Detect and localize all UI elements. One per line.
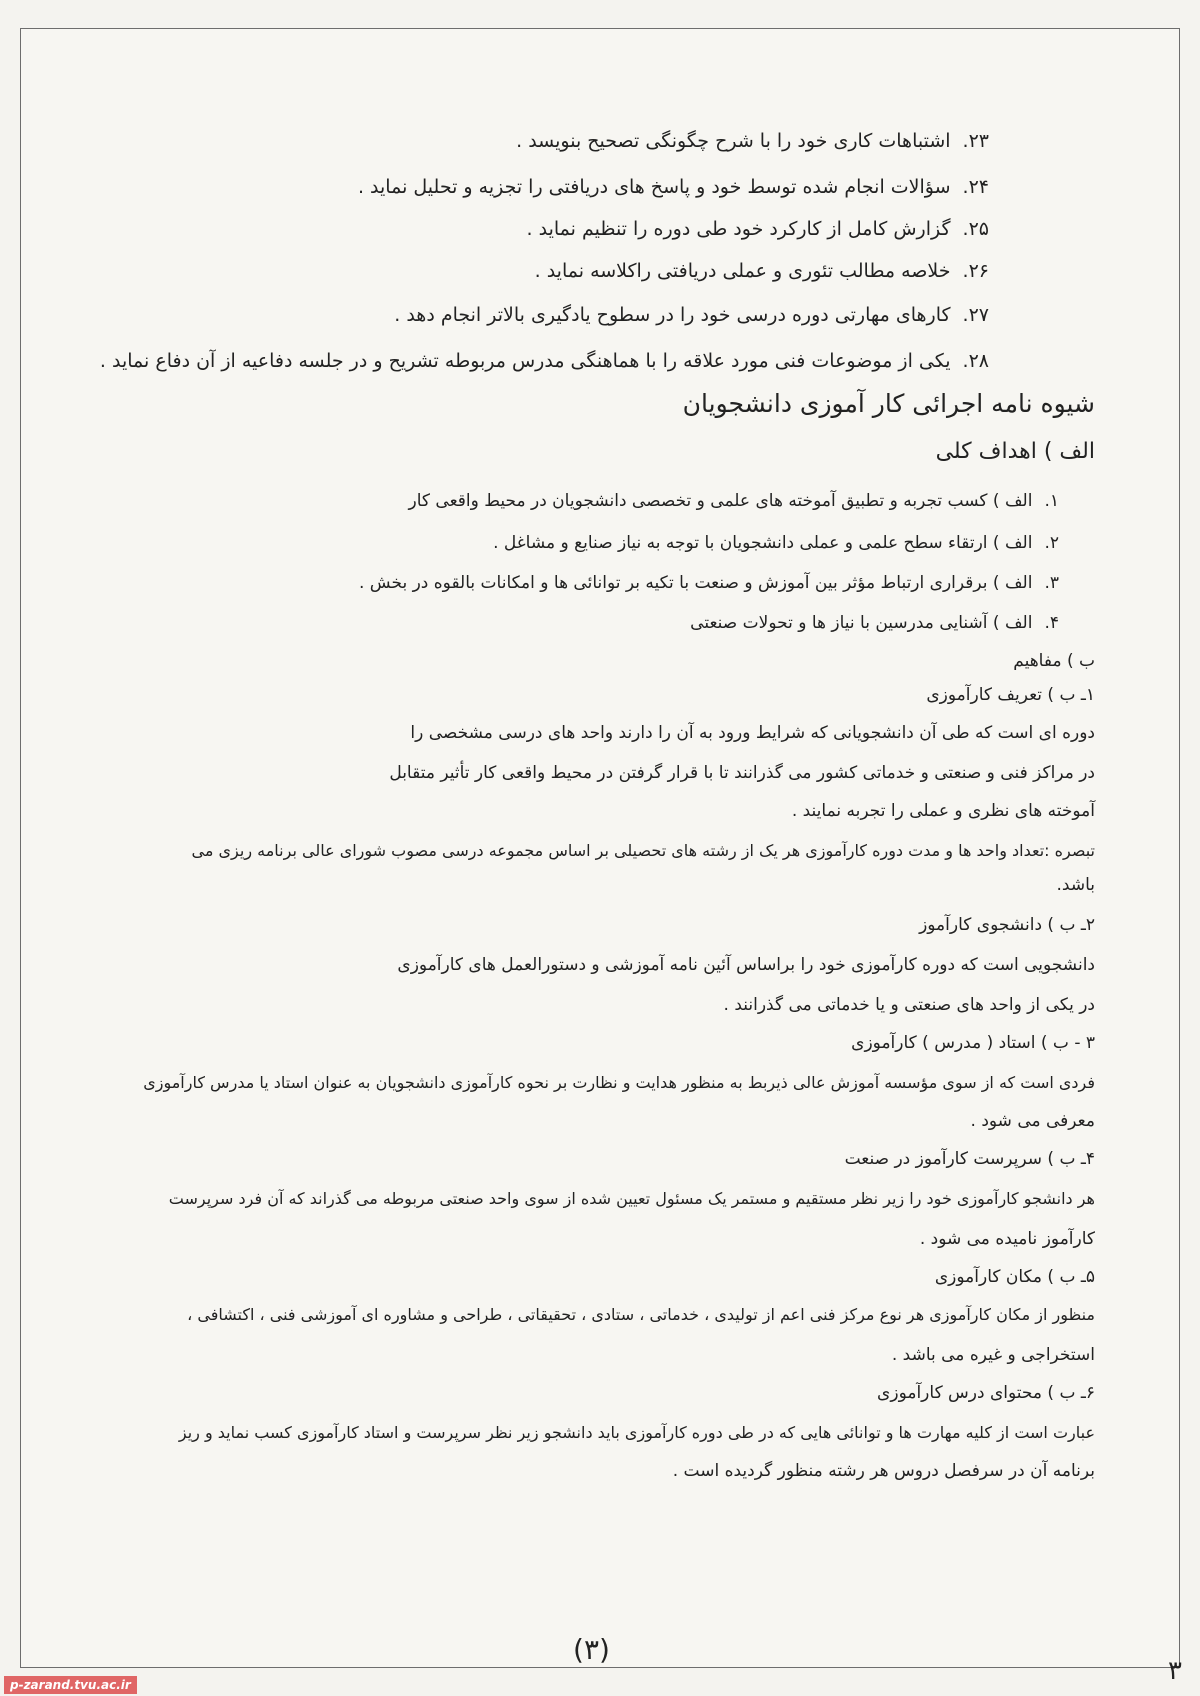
note-line: باشد. (1056, 875, 1095, 895)
subsection-title: ۱ـ ب ) تعریف کارآموزی (926, 685, 1095, 705)
paragraph-line: برنامه آن در سرفصل دروس هر رشته منظور گردیده است . (672, 1461, 1095, 1481)
item-number: ۱. (1044, 491, 1059, 511)
item-number: ۲۴. (962, 176, 989, 198)
list-item (359, 569, 1059, 597)
section-b-title: ب ) مفاهیم (1013, 651, 1095, 671)
item-number: ۲۵. (962, 218, 989, 240)
footer-url: p-zarand.tvu.ac.ir (4, 1676, 137, 1694)
list-item (690, 609, 1059, 637)
paragraph-line: عبارت است از کلیه مهارت ها و توانائی هایی که در طی دوره کارآموزی باید دانشجو زیر نظر سرپرست و استاد کارآموزی کسب نماید و ریز (178, 1423, 1095, 1442)
list-item (535, 257, 989, 285)
subsection-title: ۵ـ ب ) مکان کارآموزی (934, 1267, 1095, 1287)
paragraph-line: معرفی می شود . (970, 1111, 1095, 1131)
paragraph-line: دوره ای است که طی آن دانشجویانی که شرایط ورود به آن را دارند واحد های درسی مشخصی را (410, 723, 1095, 743)
subsection-title: ۲ـ ب ) دانشجوی کارآموز (919, 915, 1095, 935)
item-text: کارهای مهارتی دوره درسی خود را در سطوح یادگیری بالاتر انجام دهد . (394, 304, 951, 326)
item-text: الف ) کسب تجربه و تطبیق آموخته های علمی و تخصصی دانشجویان در محیط واقعی کار (408, 491, 1033, 511)
item-number: ۲۶. (962, 260, 989, 282)
item-number: ۲۸. (962, 350, 989, 372)
corner-page-number: ۳ (1168, 1656, 1182, 1686)
note-line: تبصره :تعداد واحد ها و مدت دوره کارآموزی هر یک از رشته های تحصیلی بر اساس مجموعه درسی مصوب شورای عالی برنامه ریزی می (191, 841, 1095, 860)
paragraph-line: آموخته های نظری و عملی را تجربه نمایند . (791, 801, 1095, 821)
section-a-title: الف ) اهداف کلی (935, 439, 1095, 464)
item-text: یکی از موضوعات فنی مورد علاقه را با هماهنگی مدرس مربوطه تشریح و در جلسه دفاعیه از آن دفاع نماید . (99, 350, 951, 372)
item-text: گزارش کامل از کارکرد خود طی دوره را تنظیم نماید . (526, 218, 951, 240)
page-title: شیوه نامه اجرائی کار آموزی دانشجویان (682, 389, 1095, 418)
subsection-title: ۳ - ب ) استاد ( مدرس ) کارآموزی (851, 1033, 1095, 1053)
item-text: الف ) ارتقاء سطح علمی و عملی دانشجویان با توجه به نیاز صنایع و مشاغل . (493, 533, 1033, 553)
list-item (493, 529, 1059, 557)
paragraph-line: استخراجی و غیره می باشد . (891, 1345, 1095, 1365)
list-item (100, 347, 989, 375)
subsection-title: ۴ـ ب ) سرپرست کارآموز در صنعت (844, 1149, 1095, 1169)
paragraph-line: فردی است که از سوی مؤسسه آموزش عالی ذیربط به منظور هدایت و نظارت بر نحوه کارآموزی دانشجویان به عنوان استاد یا مدرس کارآموزی (143, 1073, 1095, 1092)
item-text: سؤالات انجام شده توسط خود و پاسخ های دریافتی را تجزیه و تحلیل نماید . (357, 176, 951, 198)
list-item (394, 301, 989, 329)
item-text: اشتباهات کاری خود را با شرح چگونگی تصحیح بنویسد . (516, 130, 951, 152)
subsection-title: ۶ـ ب ) محتوای درس کارآموزی (877, 1383, 1095, 1403)
paragraph-line: کارآموز نامیده می شود . (919, 1229, 1095, 1249)
paragraph-line: دانشجویی است که دوره کارآموزی خود را براساس آئین نامه آموزشی و دستورالعمل های کارآموزی (397, 955, 1095, 975)
paragraph-line: در مراکز فنی و صنعتی و خدماتی کشور می گذرانند تا با قرار گرفتن در محیط واقعی کار تأثیر متقابل (389, 763, 1095, 783)
item-text: خلاصه مطالب تئوری و عملی دریافتی راکلاسه نماید . (534, 260, 951, 282)
item-text: الف ) آشنایی مدرسین با نیاز ها و تحولات صنعتی (690, 613, 1033, 633)
document-page (20, 28, 1180, 1668)
list-item (527, 215, 989, 243)
page-number: (۳) (573, 1633, 610, 1666)
item-number: ۳. (1044, 573, 1059, 593)
list-item (516, 127, 989, 155)
paragraph-line: منظور از مکان کارآموزی هر نوع مرکز فنی اعم از تولیدی ، خدماتی ، ستادی ، تحقیقاتی ، طراحی و مشاوره ای آموزشی فنی ، اکتشافی ، (187, 1305, 1095, 1324)
list-item (358, 173, 989, 201)
item-number: ۲۳. (962, 130, 989, 152)
item-number: ۲. (1044, 533, 1059, 553)
item-number: ۴. (1044, 613, 1059, 633)
list-item (409, 487, 1059, 515)
paragraph-line: هر دانشجو کارآموزی خود را زیر نظر مستقیم و مستمر یک مسئول تعیین شده از سوی واحد صنعتی مربوطه می گذراند که آن فرد سرپرست (168, 1189, 1095, 1208)
item-number: ۲۷. (962, 304, 989, 326)
paragraph-line: در یکی از واحد های صنعتی و یا خدماتی می گذرانند . (723, 995, 1095, 1015)
item-text: الف ) برقراری ارتباط مؤثر بین آموزش و صنعت با تکیه بر توانائی ها و امکانات بالقوه در بخش . (359, 573, 1033, 593)
